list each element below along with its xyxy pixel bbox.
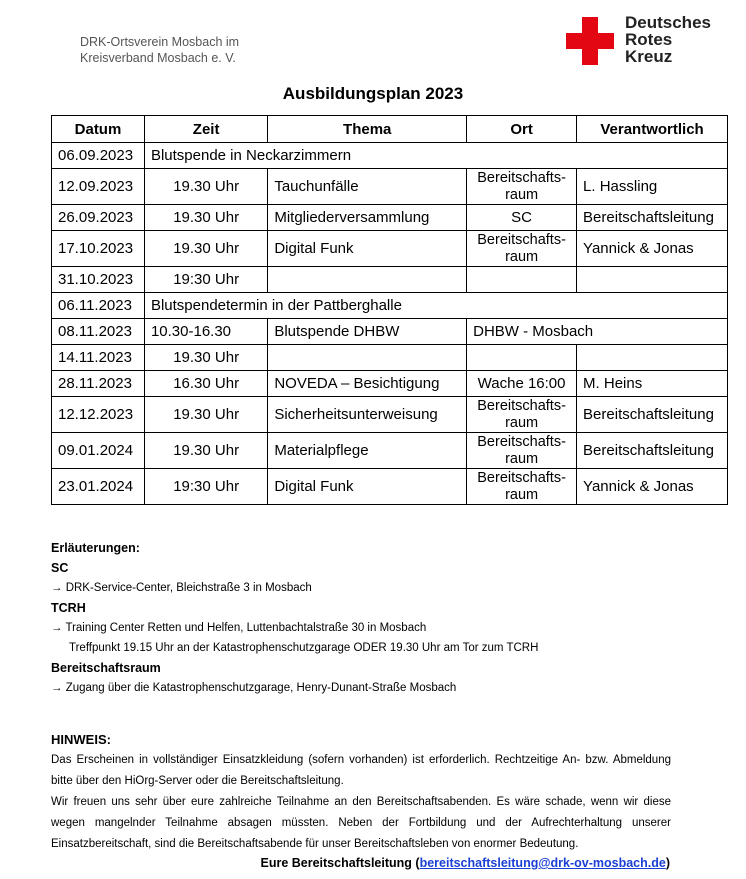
cell-thema: [268, 345, 467, 371]
notice-paragraph-1: Das Erscheinen in vollständiger Einsatzkleidung (sofern vorhanden) ist erforderlich. Rechtzeitige An- bzw. Abmeldung bitte über den HiOrg-Server oder die Bereitschaftsleitung.: [51, 754, 671, 787]
drk-logo: [566, 14, 726, 70]
cell-thema: Sicherheitsunterweisung: [268, 397, 467, 433]
cell-datum: 12.12.2023: [52, 397, 145, 433]
cell-verantwortlich: Bereitschaftsleitung: [577, 433, 728, 469]
table-header-row: [52, 116, 728, 143]
table-row: [52, 345, 728, 371]
training-schedule-table: [51, 115, 728, 505]
notes-heading: Erläuterungen:: [51, 541, 140, 555]
cell-verantwortlich: Bereitschaftsleitung: [577, 205, 728, 231]
cell-thema: Blutspende DHBW: [268, 319, 467, 345]
cell-thema: Materialpflege: [268, 433, 467, 469]
cell-thema: Tauchunfälle: [268, 169, 467, 205]
tcrh-label: TCRH: [51, 601, 86, 615]
notes-section: [51, 538, 731, 698]
cell-datum: 28.11.2023: [52, 371, 145, 397]
cell-zeit: 19.30 Uhr: [144, 433, 267, 469]
cell-ort: Wache 16:00: [467, 371, 577, 397]
cell-merged: Blutspende in Neckarzimmern: [144, 143, 727, 169]
cell-ort: Bereitschafts- raum: [467, 469, 577, 505]
table-row: [52, 205, 728, 231]
cell-datum: 14.11.2023: [52, 345, 145, 371]
signature-suffix: ): [665, 856, 670, 870]
cell-verantwortlich: L. Hassling: [577, 169, 728, 205]
sc-text: → DRK-Service-Center, Bleichstraße 3 in Mosbach: [51, 582, 312, 594]
email-link[interactable]: bereitschaftsleitung@drk-ov-mosbach.de: [419, 856, 666, 870]
cell-datum: 12.09.2023: [52, 169, 145, 205]
tcrh-meeting-point: Treffpunkt 19.15 Uhr an der Katastrophenschutzgarage ODER 19.30 Uhr am Tor zum TCRH: [69, 642, 539, 654]
cell-ort: Bereitschafts- raum: [467, 433, 577, 469]
cell-datum: 06.09.2023: [52, 143, 145, 169]
page-title: Ausbildungsplan 2023: [282, 84, 464, 103]
table-row: [52, 469, 728, 505]
org-line-1: DRK-Ortsverein Mosbach im: [80, 35, 240, 49]
header-ort: Ort: [467, 116, 577, 143]
header-datum: Datum: [52, 116, 145, 143]
cell-zeit: 19:30 Uhr: [144, 267, 267, 293]
bereitschaftsraum-text: → Zugang über die Katastrophenschutzgarage, Henry-Dunant-Straße Mosbach: [51, 682, 457, 694]
cell-zeit: 19.30 Uhr: [144, 345, 267, 371]
cell-ort: Bereitschafts- raum: [467, 169, 577, 205]
header-thema: Thema: [268, 116, 467, 143]
cell-ort: SC: [467, 205, 577, 231]
notice-heading: HINWEIS:: [51, 732, 111, 747]
cell-datum: 26.09.2023: [52, 205, 145, 231]
table-row: [52, 169, 728, 205]
cell-merged: Blutspendetermin in der Pattberghalle: [144, 293, 727, 319]
cell-datum: 08.11.2023: [52, 319, 145, 345]
table-row: [52, 293, 728, 319]
table-row: [52, 143, 728, 169]
cell-datum: 31.10.2023: [52, 267, 145, 293]
signature-prefix: Eure Bereitschaftsleitung (: [260, 856, 420, 870]
cell-verantwortlich: [577, 267, 728, 293]
notice-section: [51, 730, 671, 855]
header-zeit: Zeit: [144, 116, 267, 143]
cell-verantwortlich: [577, 345, 728, 371]
cell-ort: Bereitschafts- raum: [467, 397, 577, 433]
cell-zeit: 19.30 Uhr: [144, 169, 267, 205]
header-verantwortlich: Verantwortlich: [577, 116, 728, 143]
organization-header: [80, 34, 239, 66]
cell-ort: Bereitschafts- raum: [467, 231, 577, 267]
cell-zeit: 19:30 Uhr: [144, 469, 267, 505]
cell-ort: [467, 345, 577, 371]
cell-datum: 09.01.2024: [52, 433, 145, 469]
table-row: [52, 319, 728, 345]
red-cross-icon: [566, 17, 614, 65]
cell-zeit: 19.30 Uhr: [144, 205, 267, 231]
cell-thema: [268, 267, 467, 293]
cell-thema: Digital Funk: [268, 231, 467, 267]
cell-zeit: 16.30 Uhr: [144, 371, 267, 397]
cell-zeit: 10.30-16.30: [144, 319, 267, 345]
signature: [260, 856, 670, 870]
cell-ort-merged: DHBW - Mosbach: [467, 319, 728, 345]
sc-label: SC: [51, 561, 69, 575]
cell-thema: NOVEDA – Besichtigung: [268, 371, 467, 397]
cell-zeit: 19.30 Uhr: [144, 231, 267, 267]
table-row: [52, 267, 728, 293]
cell-datum: 06.11.2023: [52, 293, 145, 319]
cell-ort: [467, 267, 577, 293]
cell-datum: 23.01.2024: [52, 469, 145, 505]
table-row: [52, 433, 728, 469]
cell-zeit: 19.30 Uhr: [144, 397, 267, 433]
table-row: [52, 231, 728, 267]
cell-verantwortlich: Yannick & Jonas: [577, 469, 728, 505]
notice-paragraph-2: Wir freuen uns sehr über eure zahlreiche Teilnahme an den Bereitschaftsabenden. Es wäre schade, wenn wir diese wegen mangelnder Teilnahme absagen müssten. Neben der Fortbildung und der Aufrechterhaltung unserer Einsatzbereitschaft, sind die Bereitschaftsabende für unser Bereitschaftsleben von enormer Bedeutung.: [51, 796, 671, 850]
bereitschaftsraum-label: Bereitschaftsraum: [51, 661, 161, 675]
table-row: [52, 397, 728, 433]
table-row: [52, 371, 728, 397]
cell-verantwortlich: Yannick & Jonas: [577, 231, 728, 267]
org-line-2: Kreisverband Mosbach e. V.: [80, 51, 236, 65]
tcrh-text: → Training Center Retten und Helfen, Luttenbachtalstraße 30 in Mosbach: [51, 622, 427, 634]
cell-thema: Digital Funk: [268, 469, 467, 505]
cell-datum: 17.10.2023: [52, 231, 145, 267]
cell-verantwortlich: Bereitschaftsleitung: [577, 397, 728, 433]
logo-text: Deutsches Rotes Kreuz: [625, 13, 711, 66]
cell-verantwortlich: M. Heins: [577, 371, 728, 397]
cell-thema: Mitgliederversammlung: [268, 205, 467, 231]
